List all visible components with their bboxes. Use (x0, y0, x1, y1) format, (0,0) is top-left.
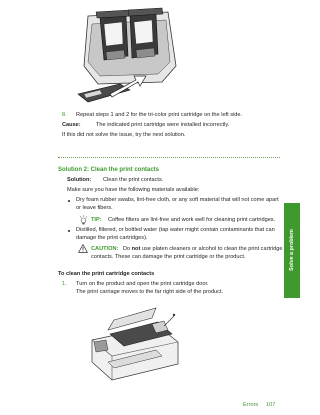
footer-section: Errors (243, 402, 259, 408)
tip-icon (79, 215, 88, 225)
procedure-step-1-line-2: The print carriage moves to the far right side of the product. (76, 289, 224, 295)
step-8-number: 8. (62, 112, 67, 118)
solution-label: Solution: (67, 177, 92, 183)
caution-label: CAUTION: (91, 246, 119, 252)
caution-rest: use platen cleaners or alcohol to clean the print cartridge (141, 246, 283, 252)
materials-bullet-1-line-1: Dry foam rubber swabs, lint-free cloth, or any soft material that will not come apart (76, 197, 279, 203)
solution-2-heading: Solution 2: Clean the print contacts (58, 167, 160, 173)
caution-not: not (131, 246, 141, 252)
section-divider (58, 157, 280, 158)
materials-bullet-1-line-2: or leave fibers. (76, 205, 113, 211)
bullet-dot (68, 230, 70, 232)
not-solved-text: If this did not solve the issue, try the next solution. (62, 132, 186, 138)
bullet-dot (68, 200, 70, 202)
caution-icon (78, 244, 88, 253)
procedure-step-1-number: 1. (62, 281, 67, 287)
materials-bullet-2-line-1: Distilled, filtered, or bottled water (tap water might contain contaminants that can (76, 227, 275, 233)
caution-line-2: contacts. These can damage the print cartridge or the product. (91, 254, 246, 260)
side-tab-label: Solve a problem (289, 229, 295, 271)
tip-label: TIP: (91, 217, 102, 223)
step-8-text: Repeat steps 1 and 2 for the tri-color print cartridge on the left side. (76, 112, 243, 118)
materials-bullet-2-line-2: damage the print cartridges). (76, 235, 148, 241)
materials-intro: Make sure you have the following materials available: (67, 187, 200, 193)
cause-text: The indicated print cartridge were installed incorrectly. (96, 122, 230, 128)
cartridge-illustration (70, 4, 185, 109)
printer-illustration (86, 300, 184, 382)
cause-label: Cause: (62, 122, 81, 128)
procedure-step-1-line-1: Turn on the product and open the print cartridge door. (76, 281, 209, 287)
procedure-heading: To clean the print cartridge contacts (58, 271, 155, 277)
footer-page-number: 107 (266, 402, 276, 408)
caution-line-1 (91, 246, 282, 253)
tip-text: Coffee filters are lint-free and work well for cleaning print cartridges. (108, 217, 276, 223)
solution-text: Clean the print contacts. (103, 177, 164, 183)
caution-do: Do (122, 246, 131, 252)
